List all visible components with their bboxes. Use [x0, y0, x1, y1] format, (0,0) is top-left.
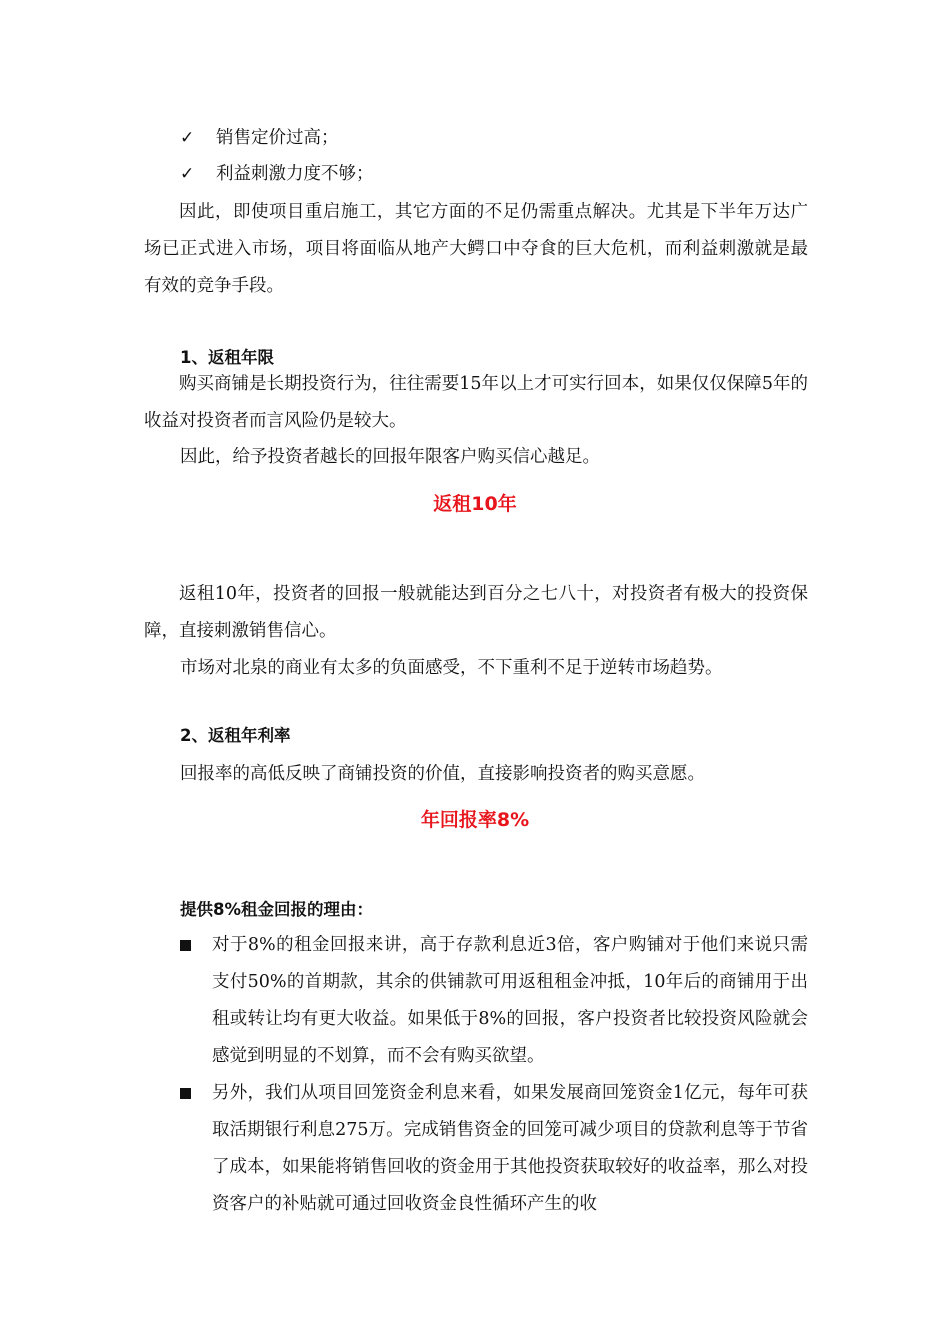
checkmark-icon: ✓ — [180, 164, 195, 184]
paragraph: 因此，给予投资者越长的回报年限客户购买信心越足。 — [180, 447, 600, 467]
square-bullet-icon — [180, 1088, 191, 1099]
paragraph: 返租10年，投资者的回报一般就能达到百分之七八十，对投资者有极大的投资保障，直接刺激销售信心。 — [144, 584, 808, 641]
square-bullet-icon — [180, 940, 191, 951]
paragraph: 回报率的高低反映了商铺投资的价值，直接影响投资者的购买意愿。 — [180, 764, 705, 784]
paragraph: 购买商铺是长期投资行为，往往需要15年以上才可实行回本，如果仅仅保障5年的收益对投资者而言风险仍是较大。 — [144, 374, 808, 431]
checklist-item: 利益刺激力度不够； — [216, 164, 374, 184]
paragraph: 市场对北泉的商业有太多的负面感受，不下重利不足于逆转市场趋势。 — [180, 658, 723, 678]
checklist-item: 销售定价过高； — [216, 128, 339, 148]
bullet-item: 另外，我们从项目回笼资金利息来看，如果发展商回笼资金1亿元，每年可获取活期银行利息275万。完成销售资金的回笼可减少项目的贷款利息等于节省了成本，如果能将销售回收的资金用于其他投资获取较好的收益率，那么对投资客户的补贴就可通过回收资金良性循环产生的收 — [212, 1083, 808, 1214]
checkmark-icon: ✓ — [180, 128, 195, 148]
reasons-heading: 提供8%租金回报的理由： — [180, 900, 374, 919]
section-heading: 2、返租年利率 — [180, 726, 291, 745]
bullet-item: 对于8%的租金回报来讲，高于存款利息近3倍，客户购铺对于他们来说只需支付50%的首期款，其余的供铺款可用返租租金冲抵，10年后的商铺用于出租或转让均有更大收益。如果低于8%的回报，客户投资者比较投资风险就会感觉到明显的不划算，而不会有购买欲望。 — [212, 935, 808, 1066]
section-heading: 1、返租年限 — [180, 348, 274, 367]
highlight-title: 年回报率8% — [420, 809, 530, 831]
intro-paragraph: 因此，即使项目重启施工，其它方面的不足仍需重点解决。尤其是下半年万达广场已正式进入市场，项目将面临从地产大鳄口中夺食的巨大危机，而利益刺激就是最有效的竞争手段。 — [144, 202, 808, 296]
highlight-title: 返租10年 — [433, 493, 517, 515]
